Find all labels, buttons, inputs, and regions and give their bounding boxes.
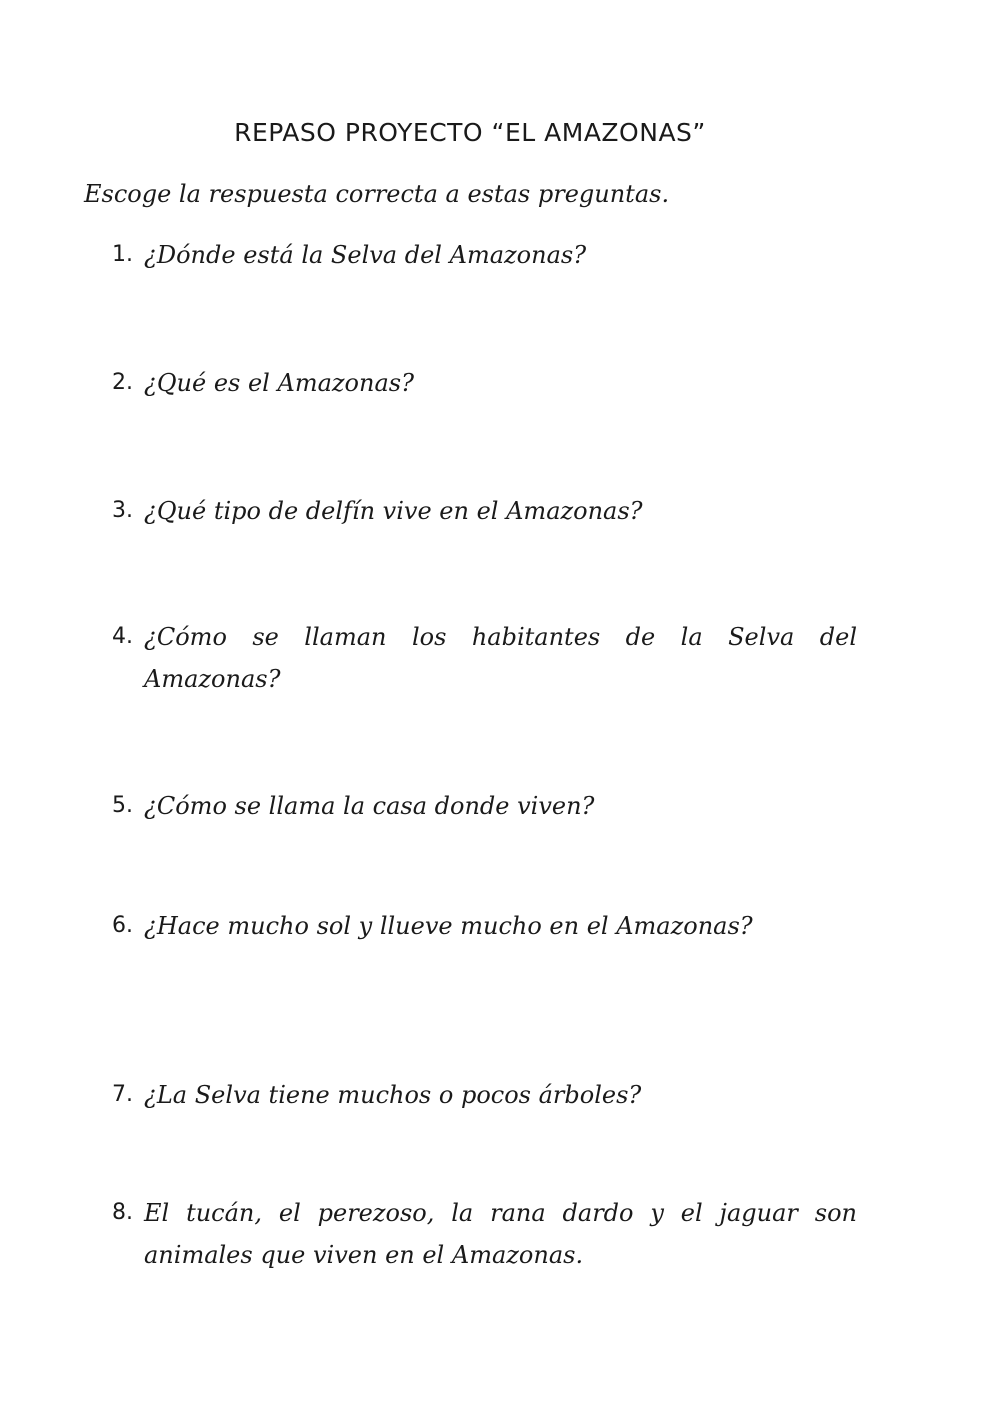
question-number: 8. [112, 1200, 133, 1225]
question-number: 5. [112, 793, 133, 818]
question-text: ¿La Selva tiene muchos o pocos árboles? [144, 1081, 642, 1109]
question-text: ¿Cómo se llama la casa donde viven? [144, 792, 595, 820]
question-text: El tucán, el perezoso, la rana dardo y el jaguar son animales que viven en el Amazonas. [144, 1199, 857, 1269]
question-item [112, 1192, 857, 1276]
question-text: ¿Cómo se llaman los habitantes de la Selva del Amazonas? [144, 623, 857, 693]
question-number: 4. [112, 624, 133, 649]
question-text: ¿Hace mucho sol y llueve mucho en el Amazonas? [144, 912, 753, 940]
question-item [112, 362, 857, 404]
question-number: 2. [112, 370, 133, 395]
question-item [112, 1074, 857, 1116]
instruction-text: Escoge la respuesta correcta a estas preguntas. [84, 180, 670, 208]
question-text: ¿Qué es el Amazonas? [144, 369, 414, 397]
question-item [112, 234, 857, 276]
question-item [112, 616, 857, 700]
question-text: ¿Qué tipo de delfín vive en el Amazonas? [144, 497, 643, 525]
question-number: 1. [112, 242, 133, 267]
question-item [112, 905, 857, 947]
question-number: 7. [112, 1082, 133, 1107]
question-item [112, 490, 857, 532]
question-number: 3. [112, 498, 133, 523]
question-text: ¿Dónde está la Selva del Amazonas? [144, 241, 587, 269]
question-number: 6. [112, 913, 133, 938]
question-item [112, 785, 857, 827]
worksheet-title: REPASO PROYECTO “EL AMAZONAS” [234, 118, 706, 147]
